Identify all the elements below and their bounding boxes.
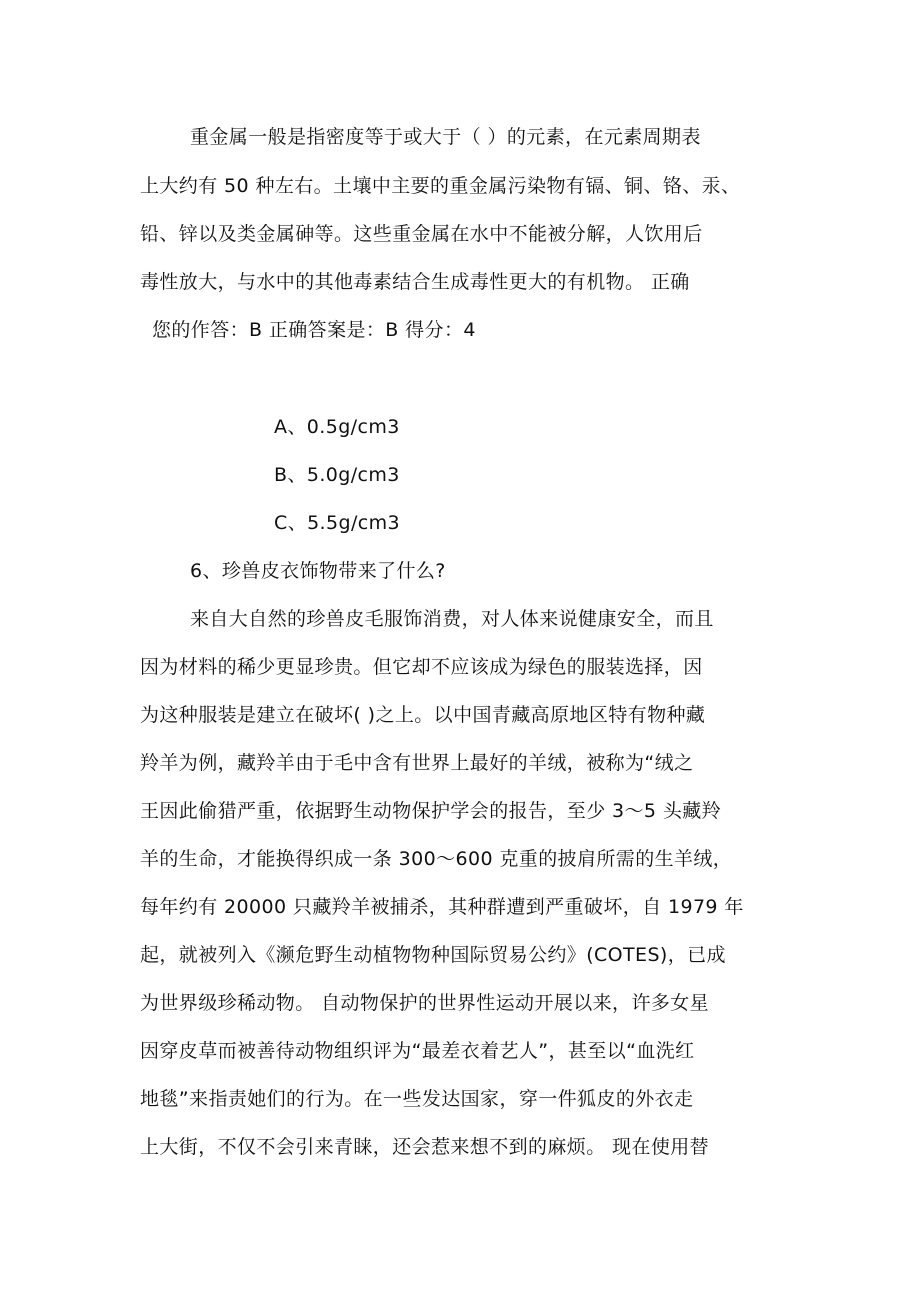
question6-line-1: 来自大自然的珍兽皮毛服饰消费，对人体来说健康安全，而且 [190, 608, 714, 630]
question6-line-4: 羚羊为例，藏羚羊由于毛中含有世界上最好的羊绒，被称为“绒之 [140, 752, 694, 774]
option-b: B、5.0g/cm3 [274, 464, 400, 486]
question6-line-3: 为这种服装是建立在破坏( )之上。以中国青藏高原地区特有物种藏 [140, 704, 706, 726]
option-a: A、0.5g/cm3 [274, 416, 400, 438]
question6-line-12: 上大街，不仅不会引来青睐，还会惹来想不到的麻烦。 现在使用替 [140, 1136, 710, 1158]
question6-line-10: 因穿皮草而被善待动物组织评为“最差衣着艺人”，甚至以“血洗红 [140, 1040, 695, 1062]
question6-line-5: 王因此偷猎严重，依据野生动物保护学会的报告，至少 3～5 头藏羚 [140, 800, 722, 822]
question6-title: 6、珍兽皮衣饰物带来了什么? [190, 560, 446, 582]
question6-line-11: 地毯”来指责她们的行为。在一些发达国家，穿一件狐皮的外衣走 [140, 1088, 694, 1110]
question6-line-2: 因为材料的稀少更显珍贵。但它却不应该成为绿色的服装选择，因 [140, 656, 703, 678]
question5-line-3: 铅、锌以及类金属砷等。这些重金属在水中不能被分解，人饮用后 [140, 223, 703, 245]
option-c: C、5.5g/cm3 [274, 512, 400, 534]
question6-line-8: 起，就被列入《濒危野生动植物物种国际贸易公约》(COTES)，已成 [140, 944, 726, 966]
question6-line-6: 羊的生命，才能换得织成一条 300～600 克重的披肩所需的生羊绒， [140, 848, 733, 870]
question6-line-7: 每年约有 20000 只藏羚羊被捕杀，其种群遭到严重破坏，自 1979 年 [140, 896, 744, 918]
answer-summary: 您的作答：B 正确答案是：B 得分：4 [152, 319, 476, 341]
question5-line-4: 毒性放大，与水中的其他毒素结合生成毒性更大的有机物。 正确 [140, 271, 690, 293]
question6-line-9: 为世界级珍稀动物。 自动物保护的世界性运动开展以来，许多女星 [140, 992, 710, 1014]
question5-line-2: 上大约有 50 种左右。土壤中主要的重金属污染物有镉、铜、铬、汞、 [140, 175, 741, 197]
question5-line-1: 重金属一般是指密度等于或大于（ ）的元素，在元素周期表 [190, 126, 701, 148]
